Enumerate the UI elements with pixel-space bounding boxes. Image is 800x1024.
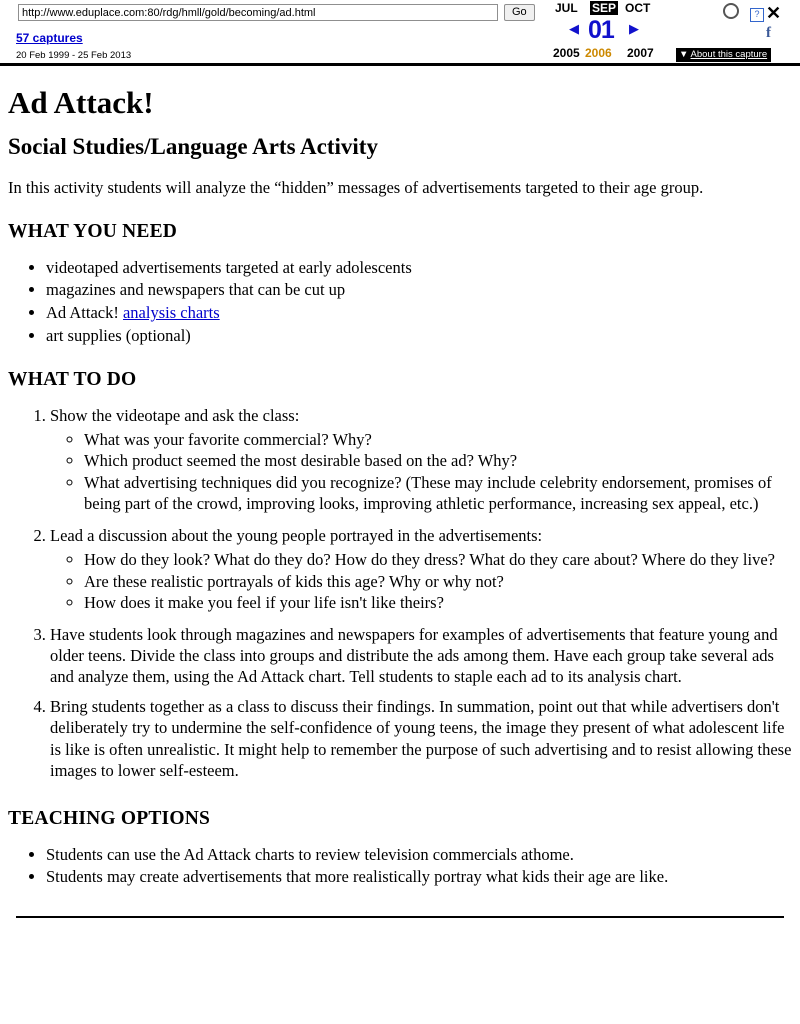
analysis-charts-link[interactable]: analysis charts [122, 303, 220, 323]
step-text: 3. Have students look through magazines and newspapers for examples of advertisements that feature young and older teens. Divide the class into groups and distribute the ads among them. Have each group take several ads and analyze them, using the Ad Attack chart. Tell students to staple each ad to its analysis chart. [50, 624, 778, 687]
capture-date-range: 20 Feb 1999 - 25 Feb 2013 [16, 50, 132, 61]
list-item: ◦ How do they look? What do they do? How do they dress? What do they care about? Where do they live? [84, 549, 792, 570]
list-item [46, 302, 792, 324]
share-icon[interactable]: ? [750, 8, 764, 22]
month-prev-label[interactable]: JUL [555, 1, 578, 15]
timeline-widget [545, 0, 665, 63]
step-subitems [50, 549, 792, 613]
list-item: • art supplies (optional) [46, 325, 792, 347]
list-item [50, 624, 792, 688]
about-capture-label: About this capture [690, 49, 768, 60]
list-item: ◦ How does it make you feel if your life isn't like theirs? [84, 592, 792, 613]
previous-capture-arrow-icon[interactable]: ◀ [569, 21, 579, 36]
section-heading-what-you-need: WHAT YOU NEED [8, 220, 178, 242]
close-icon[interactable]: ✕ [766, 3, 782, 23]
about-capture-button[interactable] [676, 48, 771, 62]
page-title: Ad Attack! [8, 85, 154, 120]
wayback-toolbar [0, 0, 800, 66]
document-body [0, 86, 800, 918]
captures-count-link[interactable]: 57 captures [16, 31, 83, 45]
month-current-label[interactable]: SEP [592, 1, 617, 15]
list-item: ◦ What was your favorite commercial? Why? [84, 429, 792, 450]
loading-spinner-icon [723, 3, 739, 19]
list-item [50, 525, 792, 614]
list-item: ◦ Are these realistic portrayals of kids this age? Why or why not? [84, 571, 792, 592]
step-text: 4. Bring students together as a class to discuss their findings. In summation, point out that while advertisers don't deliberately try to undermine the self-confidence of young teens, the image they present of what adolescent life is like is often unrealistic. It might help to remember the purpose of such advertising and to resist allowing these images to lower self-esteem. [50, 696, 792, 781]
facebook-icon[interactable]: f [766, 25, 771, 41]
wayback-url-row [18, 4, 535, 21]
page-subtitle: Social Studies/Language Arts Activity [8, 134, 378, 160]
year-next-label[interactable]: 2007 [627, 46, 654, 60]
materials-list [8, 257, 792, 347]
step-text: 1. Show the videotape and ask the class: [50, 405, 300, 425]
next-capture-arrow-icon[interactable]: ▶ [629, 21, 639, 36]
list-item: ◦ Which product seemed the most desirable based on the ad? Why? [84, 450, 792, 471]
go-button[interactable]: Go [504, 4, 535, 21]
step-subitems [50, 429, 792, 515]
teaching-options-list [8, 844, 792, 889]
list-item [50, 405, 792, 515]
year-prev-label[interactable]: 2005 [553, 46, 580, 60]
list-item: ◦ What advertising techniques did you recognize? (These may include celebrity endorsement, promises of being part of the crowd, improving looks, improving athletic performance, increasing sex appeal, etc.) [84, 472, 792, 515]
steps-list [8, 405, 792, 782]
list-item: • videotaped advertisements targeted at early adolescents [46, 257, 792, 279]
section-heading-what-to-do: WHAT TO DO [8, 368, 137, 390]
year-current-label[interactable]: 2006 [585, 46, 612, 60]
month-next-label[interactable]: OCT [625, 1, 651, 15]
url-input[interactable] [18, 4, 498, 21]
section-heading-teaching-options: TEACHING OPTIONS [8, 807, 211, 829]
list-item-text: Ad Attack! [46, 303, 123, 323]
caret-down-icon: ▼ [679, 49, 689, 60]
list-item: • Students may create advertisements that more realistically portray what kids their age are like. [46, 866, 792, 888]
step-text: 2. Lead a discussion about the young people portrayed in the advertisements: [50, 525, 543, 545]
list-item [50, 696, 792, 782]
footer-divider [16, 916, 784, 918]
intro-paragraph: In this activity students will analyze the “hidden” messages of advertisements targeted to their age group. [8, 178, 704, 198]
day-selector [545, 18, 665, 44]
capture-day-label[interactable]: 01 [588, 16, 614, 44]
list-item: • magazines and newspapers that can be cut up [46, 279, 792, 301]
list-item: • Students can use the Ad Attack charts to review television commercials athome. [46, 844, 792, 866]
